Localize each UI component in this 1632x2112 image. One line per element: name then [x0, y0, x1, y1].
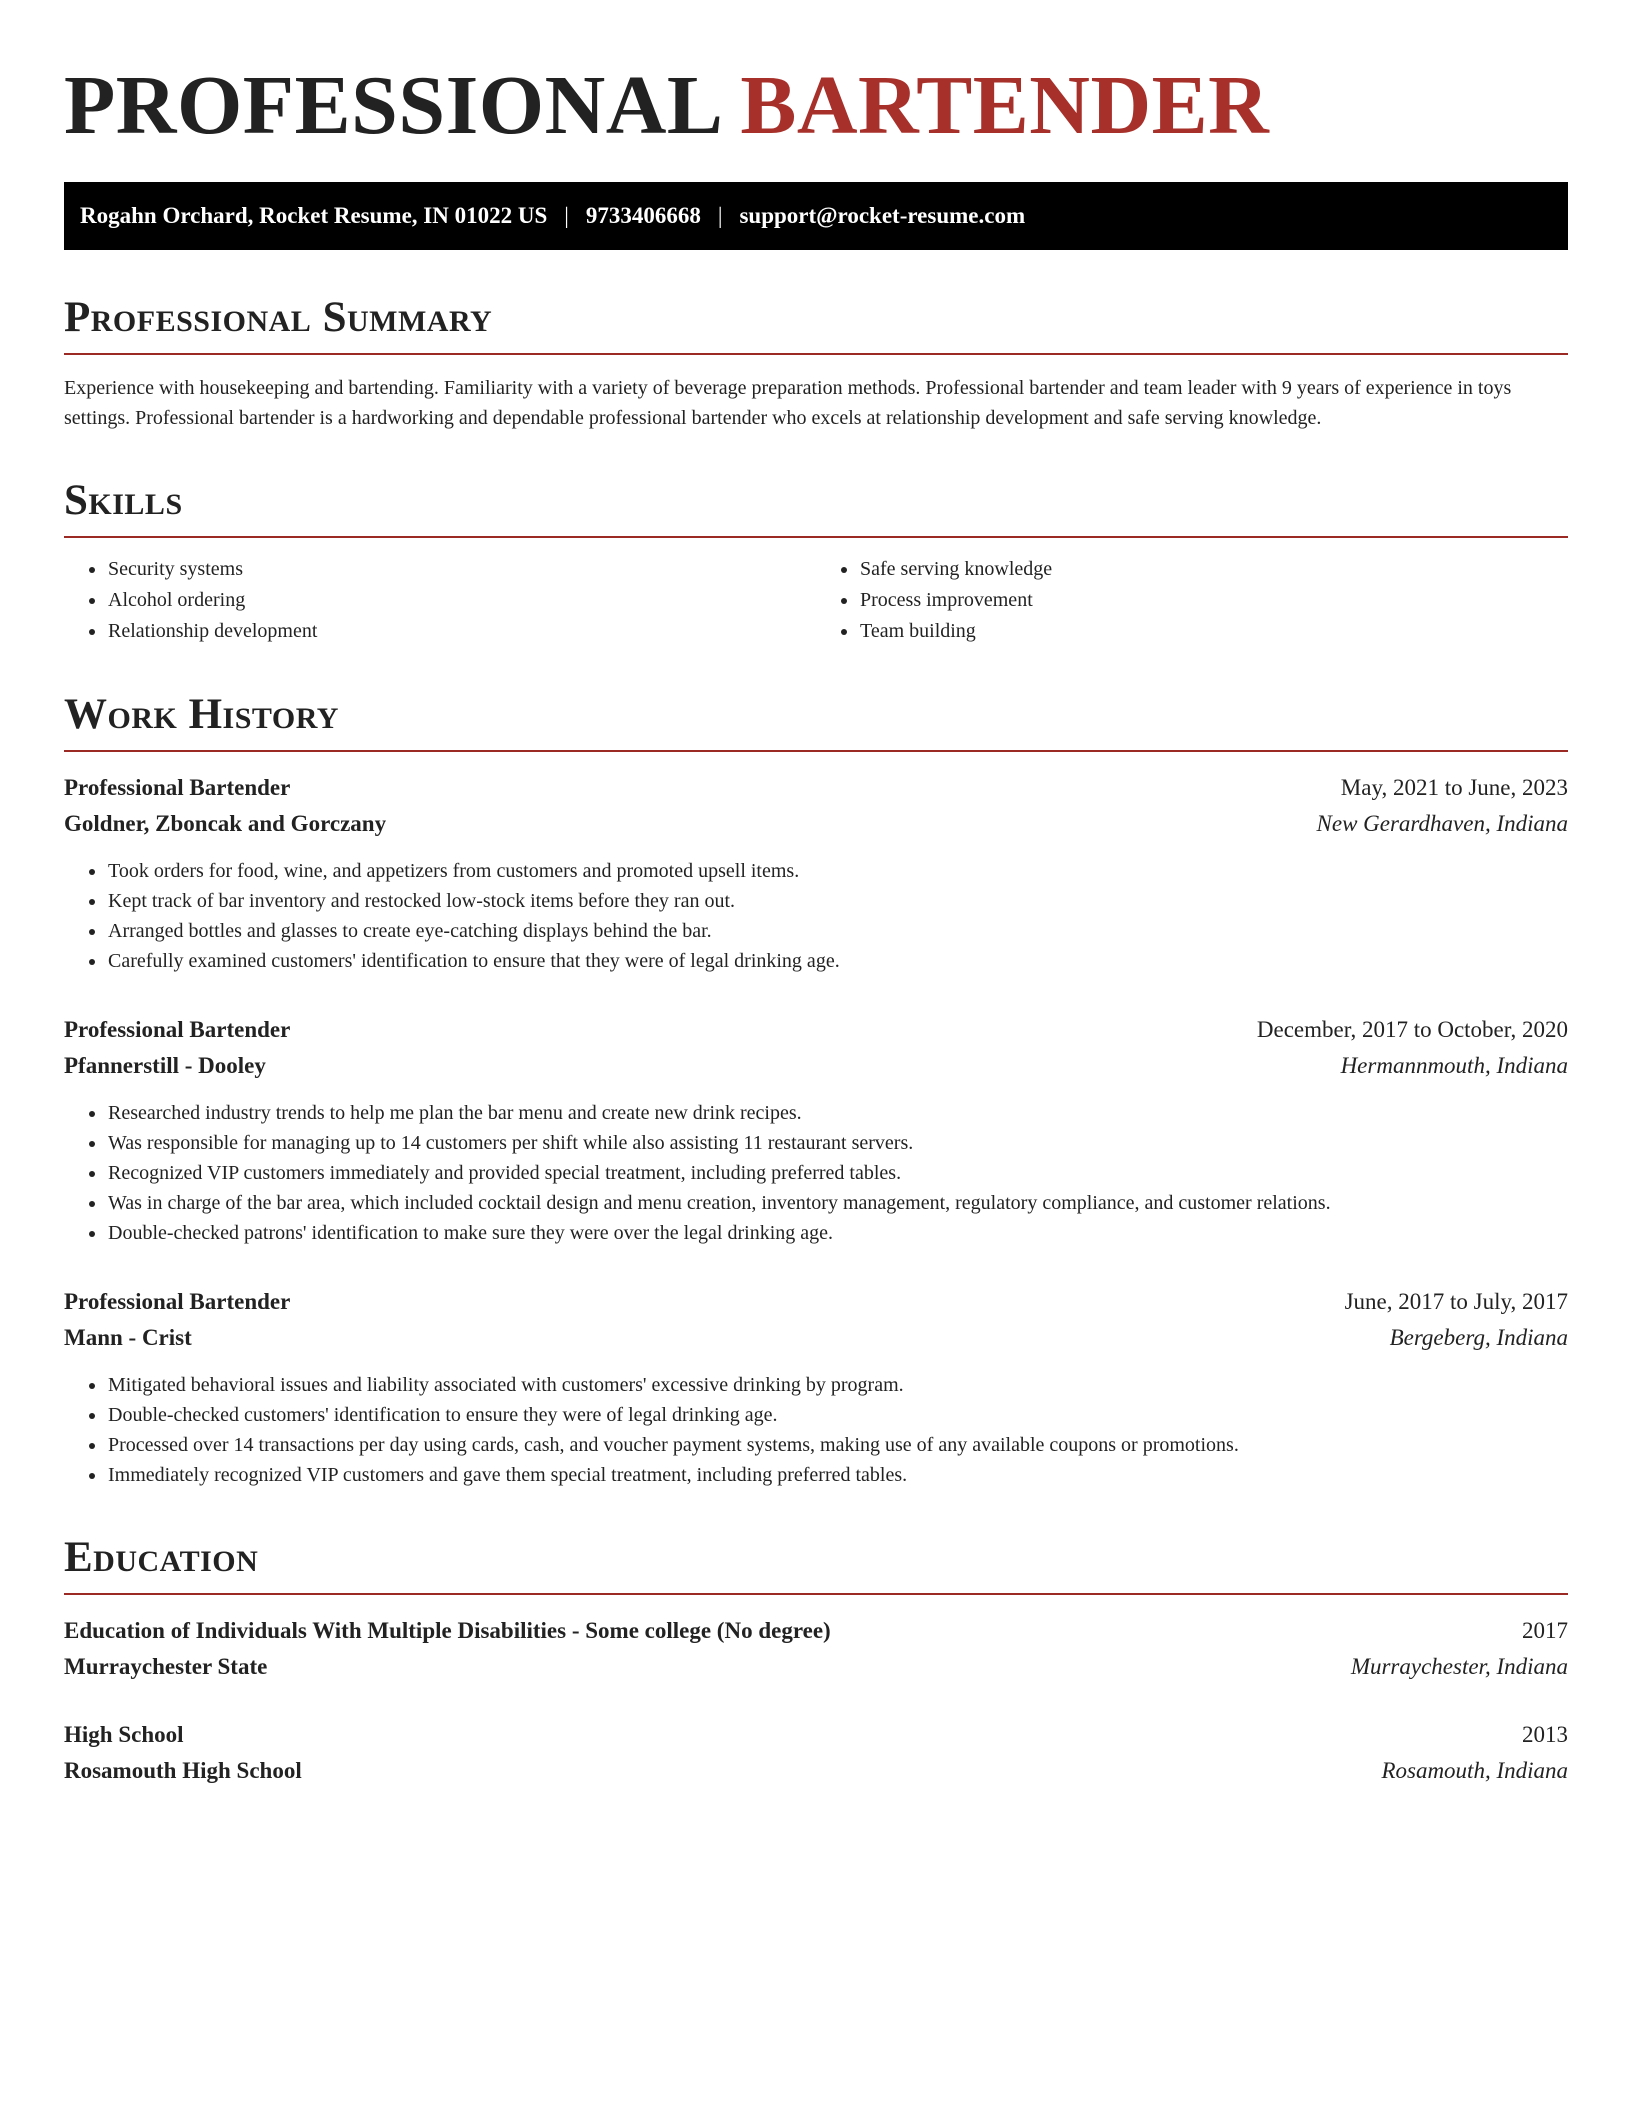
- contact-phone[interactable]: 9733406668: [585, 203, 701, 228]
- education-header-row: [64, 1717, 1568, 1753]
- skill-item: • Process improvement: [859, 585, 1568, 616]
- education-degree: High School: [64, 1722, 184, 1747]
- job-location: Bergeberg, Indiana: [1389, 1325, 1568, 1350]
- skills-list-left: [64, 554, 816, 647]
- job-entry: [64, 770, 1568, 976]
- job-company: Mann - Crist: [64, 1325, 192, 1350]
- job-company-row: [64, 806, 1568, 842]
- education-degree: Education of Individuals With Multiple Disabilities - Some college (No degree): [64, 1618, 831, 1643]
- job-role: Professional Bartender: [64, 1289, 291, 1314]
- job-entry: [64, 1284, 1568, 1490]
- education-header-row: [64, 1613, 1568, 1649]
- contact-separator: |: [564, 203, 569, 228]
- job-bullet: • Was in charge of the bar area, which included cocktail design and menu creation, inventory management, regulatory compliance, and customer relations.: [107, 1188, 1568, 1218]
- job-dates: December, 2017 to October, 2020: [1256, 1017, 1568, 1042]
- education-entry: [64, 1717, 1568, 1789]
- job-dates: June, 2017 to July, 2017: [1344, 1289, 1568, 1314]
- job-location: New Gerardhaven, Indiana: [1316, 811, 1568, 836]
- job-bullet: • Double-checked customers' identification to ensure they were of legal drinking age.: [107, 1400, 1568, 1430]
- job-header-row: [64, 1284, 1568, 1320]
- contact-address: Rogahn Orchard, Rocket Resume, IN 01022 US: [80, 203, 548, 228]
- summary-section: [64, 296, 1568, 433]
- job-header-row: [64, 770, 1568, 806]
- job-bullet: • Processed over 14 transactions per day using cards, cash, and voucher payment systems, making use of any available coupons or promotions.: [107, 1430, 1568, 1460]
- job-role: Professional Bartender: [64, 775, 291, 800]
- education-location: Murraychester, Indiana: [1350, 1654, 1568, 1679]
- job-bullets: [64, 1370, 1568, 1490]
- job-entry: [64, 1012, 1568, 1248]
- job-bullet: • Kept track of bar inventory and restocked low-stock items before they ran out.: [107, 886, 1568, 916]
- skill-item: • Alcohol ordering: [107, 585, 816, 616]
- work-history-section: [64, 693, 1568, 1490]
- job-company-row: [64, 1048, 1568, 1084]
- name-first: PROFESSIONAL: [64, 59, 719, 152]
- name-last: BARTENDER: [740, 59, 1270, 152]
- section-title-education: Education: [64, 1536, 1568, 1595]
- job-bullet: • Arranged bottles and glasses to create eye-catching displays behind the bar.: [107, 916, 1568, 946]
- job-bullet: • Took orders for food, wine, and appetizers from customers and promoted upsell items.: [107, 856, 1568, 886]
- job-bullet: • Double-checked patrons' identification to make sure they were over the legal drinking age.: [107, 1218, 1568, 1248]
- job-company: Pfannerstill - Dooley: [64, 1053, 266, 1078]
- education-school-row: [64, 1753, 1568, 1789]
- education-year: 2013: [1522, 1722, 1568, 1747]
- skill-item: • Team building: [859, 616, 1568, 647]
- job-bullets: [64, 1098, 1568, 1248]
- job-bullet: • Researched industry trends to help me plan the bar menu and create new drink recipes.: [107, 1098, 1568, 1128]
- education-school: Rosamouth High School: [64, 1758, 302, 1783]
- contact-separator: |: [717, 203, 723, 228]
- section-title-work-history: Work History: [64, 693, 1568, 752]
- job-bullets: [64, 856, 1568, 976]
- job-bullet: • Recognized VIP customers immediately and provided special treatment, including preferred tables.: [107, 1158, 1568, 1188]
- resume-name: [64, 59, 1568, 152]
- job-company-row: [64, 1320, 1568, 1356]
- job-bullet: • Carefully examined customers' identification to ensure that they were of legal drinking age.: [107, 946, 1568, 976]
- job-role: Professional Bartender: [64, 1017, 291, 1042]
- job-dates: May, 2021 to June, 2023: [1340, 775, 1568, 800]
- skill-item: • Safe serving knowledge: [859, 554, 1568, 585]
- summary-text: Experience with housekeeping and bartending. Familiarity with a variety of beverage preparation methods. Professional bartender and team leader with 9 years of experience in toys settings. Professional bartender is a hardworking and dependable professional bartender who excels at relationship development and safe serving knowledge.: [64, 377, 1512, 429]
- job-bullet: • Mitigated behavioral issues and liability associated with customers' excessive drinking by program.: [107, 1370, 1568, 1400]
- job-header-row: [64, 1012, 1568, 1048]
- job-bullet: • Immediately recognized VIP customers and gave them special treatment, including preferred tables.: [107, 1460, 1568, 1490]
- contact-email[interactable]: support@rocket-resume.com: [739, 203, 1026, 228]
- skills-list-right: [816, 554, 1568, 647]
- education-section: [64, 1536, 1568, 1789]
- job-company: Goldner, Zboncak and Gorczany: [64, 811, 387, 836]
- education-year: 2017: [1522, 1618, 1568, 1643]
- skill-item: • Relationship development: [107, 616, 816, 647]
- skills-columns: [64, 554, 1568, 647]
- education-location: Rosamouth, Indiana: [1381, 1758, 1568, 1783]
- skill-item: • Security systems: [107, 554, 816, 585]
- education-entry: [64, 1613, 1568, 1685]
- education-school-row: [64, 1649, 1568, 1685]
- job-location: Hermannmouth, Indiana: [1340, 1053, 1568, 1078]
- section-title-summary: Professional Summary: [64, 296, 1568, 355]
- education-school: Murraychester State: [64, 1654, 268, 1679]
- job-bullet: • Was responsible for managing up to 14 customers per shift while also assisting 11 restaurant servers.: [107, 1128, 1568, 1158]
- skills-section: [64, 479, 1568, 647]
- section-title-skills: Skills: [64, 479, 1568, 538]
- contact-bar: [64, 182, 1568, 250]
